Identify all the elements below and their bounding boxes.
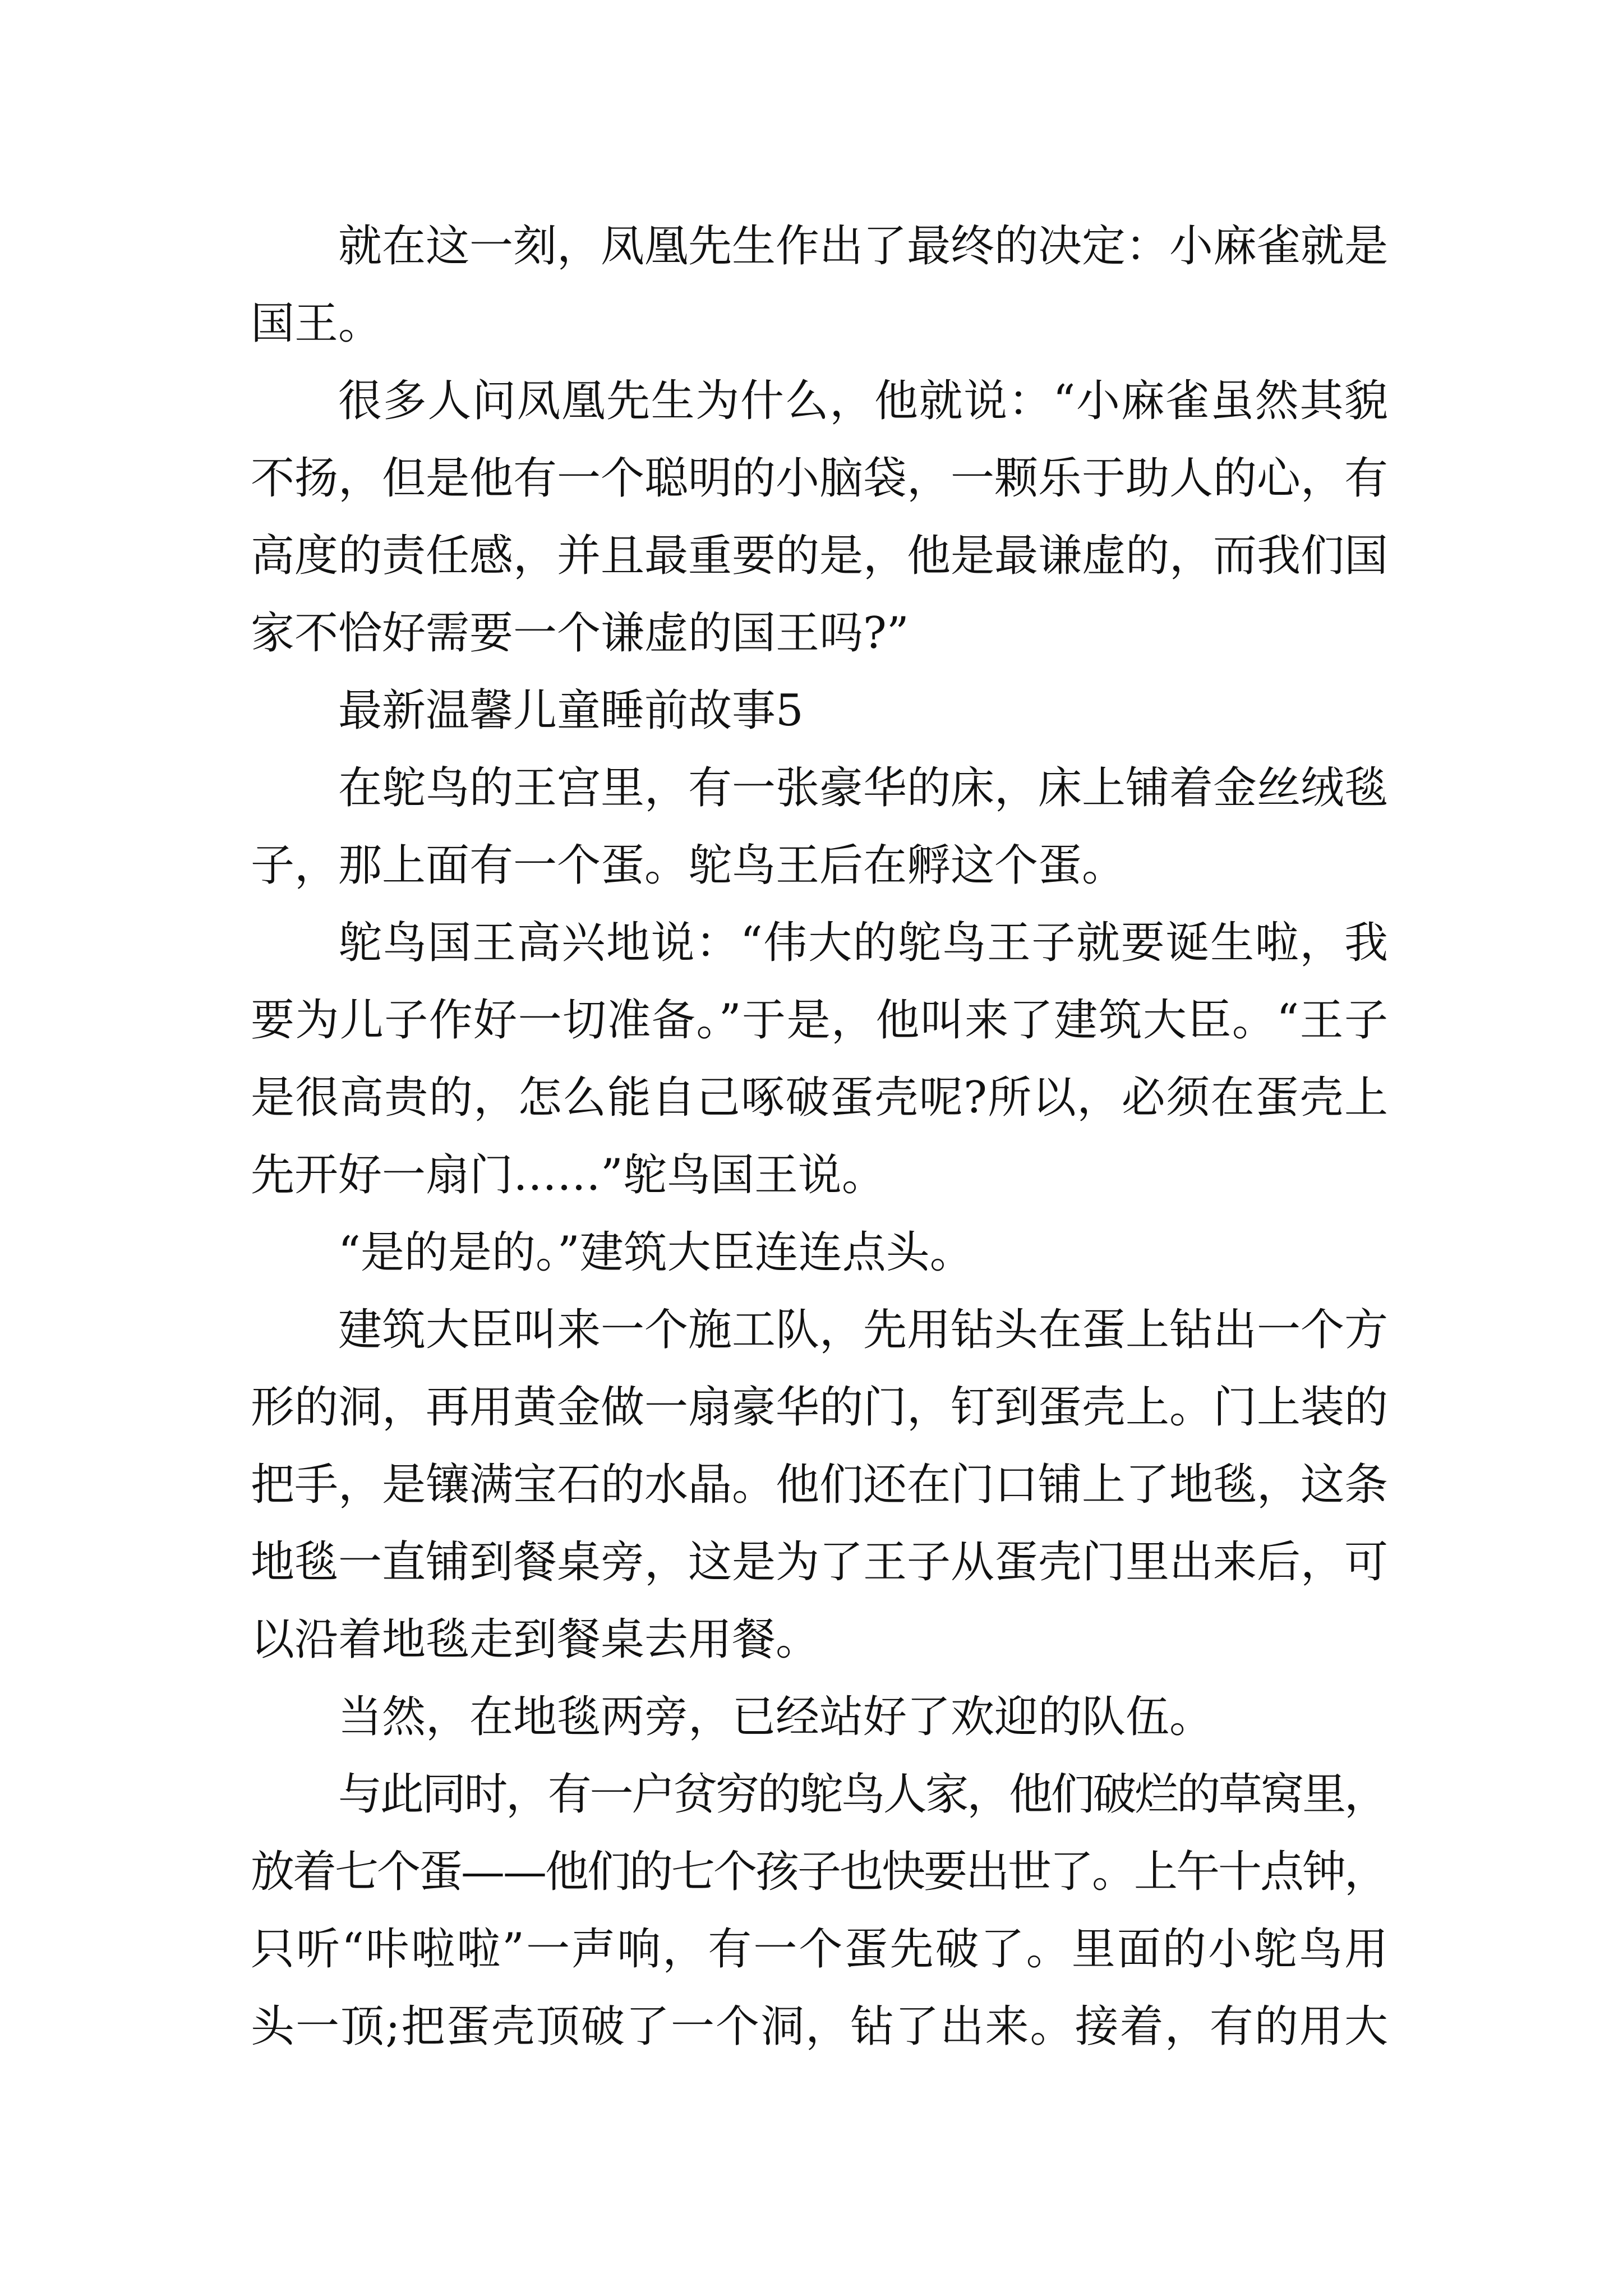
paragraph-line: 是很高贵的，怎么能自己啄破蛋壳呢?所以，必须在蛋壳上 xyxy=(251,1073,1389,1123)
paragraph-line: 国王。 xyxy=(251,298,382,349)
paragraph xyxy=(251,1756,1388,2065)
paragraph xyxy=(251,1291,1388,1678)
paragraph-line: 只听“咔啦啦”一声响，有一个蛋先破了。里面的小鸵鸟用 xyxy=(251,1924,1390,1975)
paragraph-line: 子，那上面有一个蛋。鸵鸟王后在孵这个蛋。 xyxy=(251,840,1126,891)
paragraph-line: 与此同时，有一户贫穷的鸵鸟人家，他们破烂的草窝里， xyxy=(338,1769,1386,1820)
paragraph-line: 当然，在地毯两旁，已经站好了欢迎的队伍。 xyxy=(338,1692,1214,1742)
paragraph-line: 建筑大臣叫来一个施工队，先用钻头在蛋上钻出一个方 xyxy=(338,1305,1388,1355)
paragraph-line: 鸵鸟国王高兴地说：“伟大的鸵鸟王子就要诞生啦，我 xyxy=(338,918,1389,968)
paragraph xyxy=(251,208,1388,362)
paragraph-line: 形的洞，再用黄金做一扇豪华的门，钉到蛋壳上。门上装的 xyxy=(251,1382,1388,1433)
paragraph-line: 把手，是镶满宝石的水晶。他们还在门口铺上了地毯，这条 xyxy=(251,1460,1388,1510)
paragraph xyxy=(251,749,1388,904)
paragraph-line: 高度的责任感，并且最重要的是，他是最谦虚的，而我们国 xyxy=(251,531,1388,581)
paragraph-line: 头一顶;把蛋壳顶破了一个洞，钻了出来。接着，有的用大 xyxy=(251,2001,1390,2052)
paragraph-line: 先开好一扇门……”鸵鸟国王说。 xyxy=(251,1150,886,1200)
paragraph-line: 要为儿子作好一切准备。”于是，他叫来了建筑大臣。“王子 xyxy=(251,995,1389,1046)
paragraph-line: 放着七个蛋——他们的七个孩子也快要出世了。上午十点钟， xyxy=(251,1847,1386,1897)
paragraph xyxy=(251,1214,1388,1291)
paragraph-line: 以沿着地毯走到餐桌去用餐。 xyxy=(251,1614,820,1665)
paragraph xyxy=(251,362,1388,672)
paragraph xyxy=(251,1678,1388,1756)
paragraph-line: 家不恰好需要一个谦虚的国王吗?” xyxy=(251,608,909,659)
paragraph-line: “是的是的。”建筑大臣连连点头。 xyxy=(338,1227,974,1278)
story-title: 最新温馨儿童睡前故事5 xyxy=(338,685,804,736)
story-heading xyxy=(251,672,1388,749)
paragraph-line: 就在这一刻，凤凰先生作出了最终的决定：小麻雀就是 xyxy=(338,221,1388,272)
paragraph-line: 不扬，但是他有一个聪明的小脑袋，一颗乐于助人的心，有 xyxy=(251,453,1388,504)
paragraph-line: 很多人问凤凰先生为什么，他就说：“小麻雀虽然其貌 xyxy=(338,376,1389,426)
page-body xyxy=(251,208,1388,2065)
paragraph-line: 地毯一直铺到餐桌旁，这是为了王子从蛋壳门里出来后，可 xyxy=(251,1537,1388,1588)
paragraph xyxy=(251,904,1388,1214)
paragraph-line: 在鸵鸟的王宫里，有一张豪华的床，床上铺着金丝绒毯 xyxy=(338,763,1388,813)
